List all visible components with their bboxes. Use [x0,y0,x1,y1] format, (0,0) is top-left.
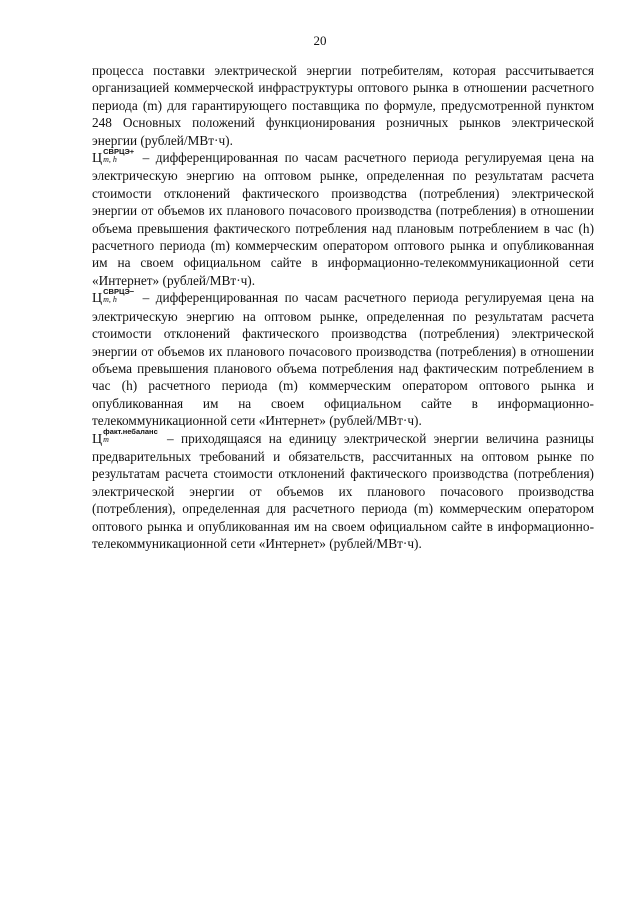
symbol-subscript: m, h [103,295,117,305]
symbol-base: Ц [92,151,103,167]
symbol-superscript: СВРЦЭ− [103,287,135,297]
definition-paragraph [92,289,594,429]
symbol-superscript: факт.небаланс [103,427,158,437]
price-symbol-fact-imbalance [92,427,158,448]
document-body [92,62,594,552]
definition-text: – дифференцированная по часам расчетного периода регулируемая цена на электрическую энергию на оптовом рынке, определенная по результатам расчета стоимости отклонений фактического производства (потребления) электрической энергии от объемов их планового почасового производства (потребления) в отношении объема превышения планового объема потребления над фактическим потреблением в час (h) расчетного периода (m) коммерческим оператором оптового рынка и опубликованная им на своем официальном сайте в информационно-телекоммуникационной сети «Интернет» (рублей/МВт·ч). [92,290,594,429]
paragraph-text: процесса поставки электрической энергии потребителям, которая рассчитывается организацией коммерческой инфраструктуры оптового рынка в отношении расчетного периода (m) для гарантирующего поставщика по формуле, предусмотренной пунктом 248 Основных положений функционирования розничных рынков электрической энергии (рублей/МВт·ч). [92,63,594,148]
definition-paragraph [92,427,594,553]
price-symbol-svrce-minus [92,287,135,307]
definition-paragraph [92,146,594,289]
definition-text: – дифференцированная по часам расчетного периода регулируемая цена на электрическую энергию на оптовом рынке, определенная по результатам расчета стоимости отклонений фактического производства (потребления) электрической энергии от объемов их планового почасового производства (потребления) в отношении объема превышения фактического потребления над плановым потреблением в час (h) расчетного периода (m) коммерческим оператором оптового рынка и опубликованная им на своем официальном сайте в информационно-телекоммуникационной сети «Интернет» (рублей/МВт·ч). [92,150,594,288]
symbol-superscript: СВРЦЭ+ [103,146,135,156]
price-symbol-svrce-plus [92,146,135,167]
page-number: 20 [313,33,327,48]
definition-text: – приходящаяся на единицу электрической энергии величина разницы предварительных требований и обязательств, рассчитанных на оптовом рынке по результатам расчета стоимости отклонений фактического производства (потребления) электрической энергии от объемов их планового почасового производства (потребления), определенная для расчетного периода (m) коммерческим оператором оптового рынка и опубликованная им на своем официальном сайте в информационно-телекоммуникационной сети «Интернет» (рублей/МВт·ч). [92,430,594,551]
symbol-subscript: m [103,435,109,445]
paragraph-continuation [92,62,594,149]
symbol-base: Ц [92,291,103,307]
symbol-subscript: m, h [103,154,117,164]
symbol-base: Ц [92,431,103,447]
